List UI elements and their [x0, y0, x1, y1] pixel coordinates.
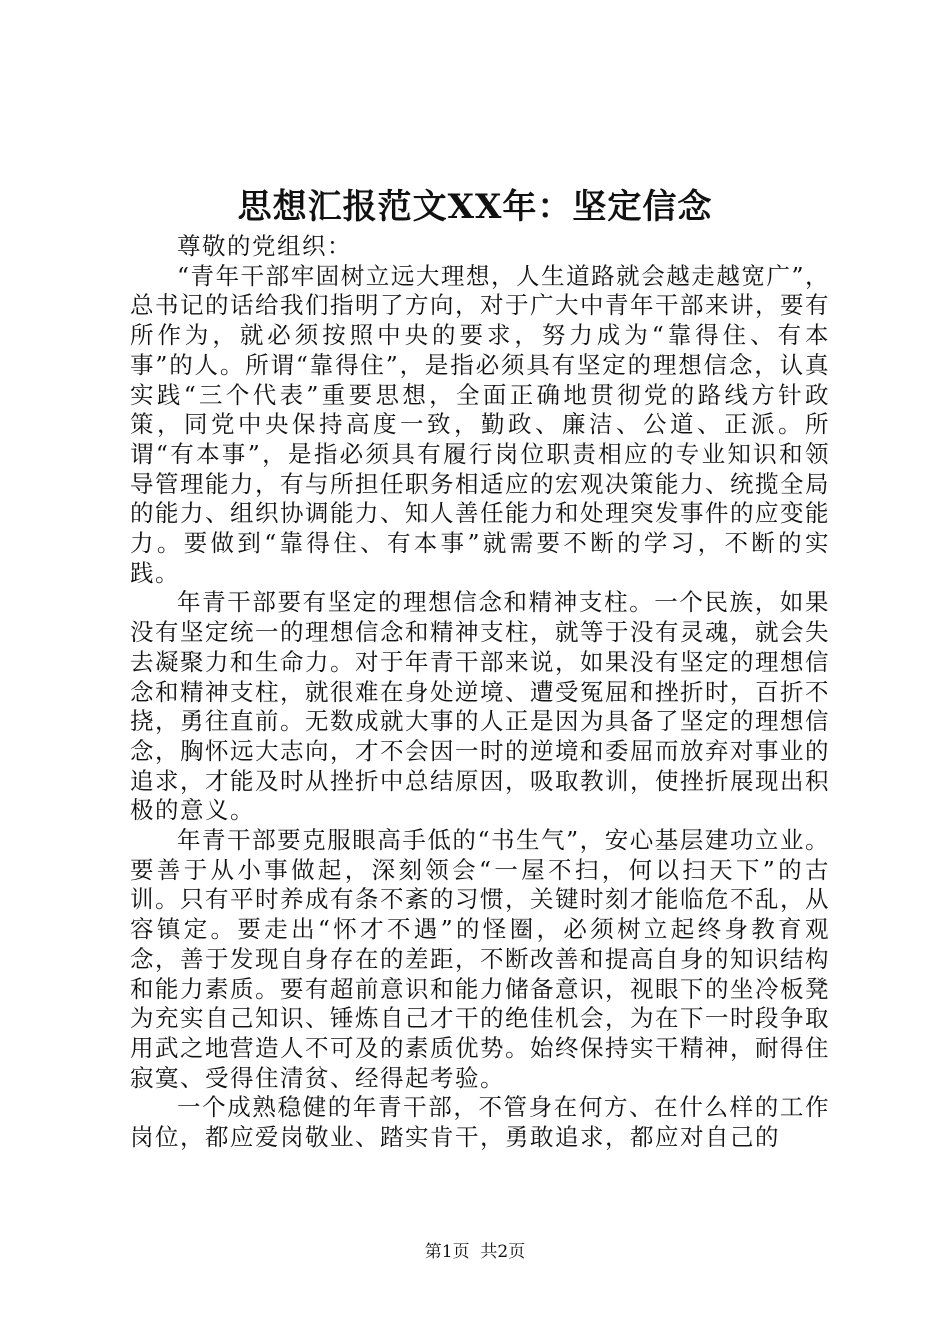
salutation: 尊敬的党组织：: [177, 232, 352, 260]
paragraph-3: 年青干部要克服眼高手低的“书生气”，安心基层建功立业。要善于从小事做起，深刻领会“一屋不扫，何以扫天下”的古训。只有平时养成有条不紊的习惯，关键时刻才能临危不乱，从容镇定。要走出“怀才不遇”的怪圈，必须树立起终身教育观念，善于发现自身存在的差距，不断改善和提高自身的知识结构和能力素质。要有超前意识和能力储备意识，视眼下的坐冷板凳为充实自己知识、锤炼自己才干的绝佳机会，为在下一时段争取用武之地营造人不可及的素质优势。始终保持实干精神，耐得住寂寞、受得住清贫、经得起考验。: [130, 826, 830, 1092]
page-number: 第1页: [424, 1242, 470, 1262]
page-footer: [0, 1240, 950, 1264]
footer-spacer: [470, 1242, 481, 1262]
paragraph-4: 一个成熟稳健的年青干部，不管身在何方、在什么样的工作岗位，都应爱岗敬业、踏实肯干，勇敢追求，都应对自己的: [130, 1093, 830, 1152]
document-body: [130, 232, 830, 1153]
paragraph-1: “青年干部牢固树立远大理想，人生道路就会越走越宽广”，总书记的话给我们指明了方向，对于广大中青年干部来讲，要有所作为，就必须按照中央的要求，努力成为“靠得住、有本事”的人。所谓“靠得住”，是指必须具有坚定的理想信念，认真实践“三个代表”重要思想，全面正确地贯彻党的路线方针政策，同党中央保持高度一致，勤政、廉洁、公道、正派。所谓“有本事”，是指必须具有履行岗位职责相应的专业知识和领导管理能力，有与所担任职务相适应的宏观决策能力、统揽全局的能力、组织协调能力、知人善任能力和处理突发事件的应变能力。要做到“靠得住、有本事”就需要不断的学习，不断的实践。: [130, 261, 830, 587]
paragraph-2: 年青干部要有坚定的理想信念和精神支柱。一个民族，如果没有坚定统一的理想信念和精神支柱，就等于没有灵魂，就会失去凝聚力和生命力。对于年青干部来说，如果没有坚定的理想信念和精神支柱，就很难在身处逆境、遭受冤屈和挫折时，百折不挠，勇往直前。无数成就大事的人正是因为具备了坚定的理想信念，胸怀远大志向，才不会因一时的逆境和委屈而放弃对事业的追求，才能及时从挫折中总结原因，吸取教训，使挫折展现出积极的意义。: [130, 588, 830, 825]
document-title: 思想汇报范文XX年：坚定信念: [237, 187, 713, 227]
page-total: 共2页: [480, 1242, 526, 1262]
